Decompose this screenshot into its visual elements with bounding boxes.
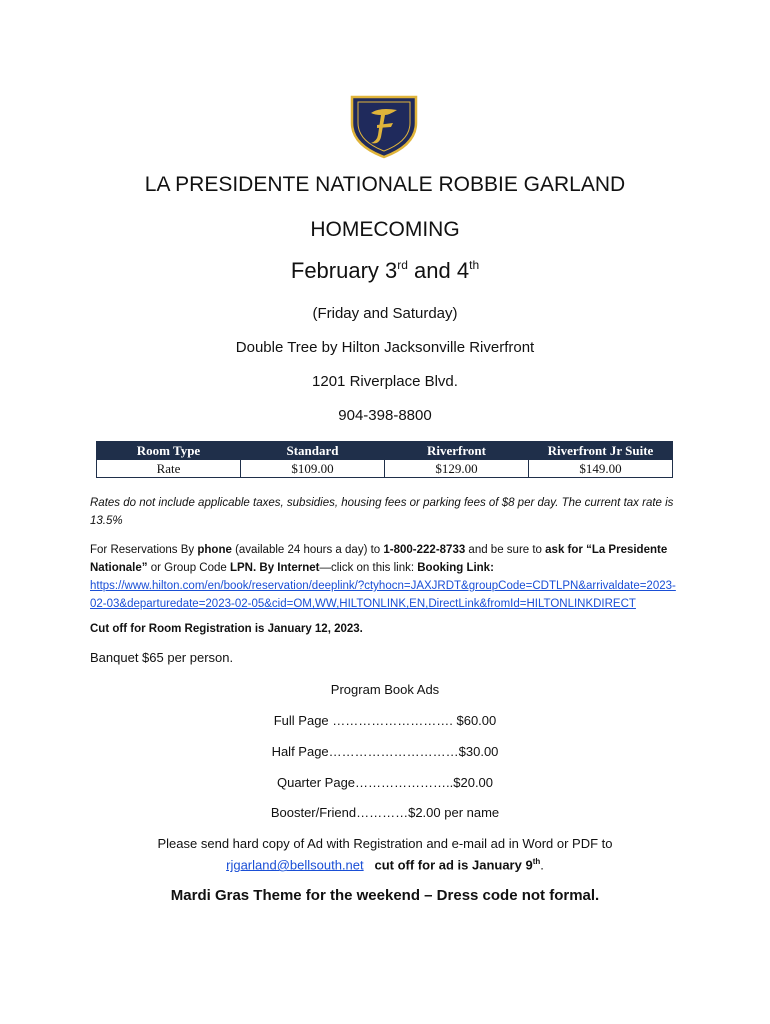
cell-standard-rate: $109.00 — [241, 460, 385, 478]
reservation-phone: 1-800-222-8733 — [383, 544, 466, 556]
ad-cutoff: cut off for ad is January 9 — [374, 857, 533, 873]
rates-note: Rates do not include applicable taxes, subsidies, housing fees or parking fees of $8 per day. The current tax rate is 13.5% — [90, 497, 674, 527]
res-text: —click on this link: — [319, 562, 418, 574]
ads-title: Program Book Ads — [330, 682, 440, 697]
date-part-2: and 4 — [407, 258, 470, 283]
rates-table — [96, 441, 673, 478]
ad-item-half-page: Half Page…………………………$30.00 — [271, 744, 499, 759]
cell-riverfront-rate: $129.00 — [385, 460, 529, 478]
hotel-address: 1201 Riverplace Blvd. — [312, 373, 458, 390]
res-text: (available 24 hours a day) to — [231, 544, 384, 556]
event-days: (Friday and Saturday) — [312, 305, 458, 322]
rates-header-row — [97, 442, 673, 460]
cell-jr-suite-rate: $149.00 — [529, 460, 673, 478]
send-email-line — [0, 857, 770, 872]
cell-rate-label: Rate — [97, 460, 241, 478]
room-cutoff: Cut off for Room Registration is January 12, 2023. — [90, 623, 363, 635]
booking-link[interactable]: https://www.hilton.com/en/book/reservation/deeplink/?ctyhocn=JAXJRDT&groupCode=CDTLPN&arrivaldate=2023-02-03&departuredate=2023-02-05&cid=OM,WW,HILTONLINK,EN,DirectLink&fromId=HILTONLINKDIRECT — [90, 580, 676, 610]
res-text: For Reservations By — [90, 544, 198, 556]
res-text: or Group Code — [147, 562, 230, 574]
res-bold: Booking Link: — [417, 562, 494, 574]
event-title: LA PRESIDENTE NATIONALE ROBBIE GARLAND — [144, 173, 626, 196]
crest-shield-logo — [349, 93, 419, 159]
email-link[interactable]: rjgarland@bellsouth.net — [226, 857, 364, 873]
event-subtitle: HOMECOMING — [310, 218, 460, 241]
ad-cutoff-end: . — [540, 857, 544, 873]
event-dates — [0, 258, 770, 284]
header-room-type: Room Type — [97, 442, 241, 460]
res-bold: By Internet — [259, 562, 320, 574]
header-standard: Standard — [241, 442, 385, 460]
group-code: LPN. — [229, 562, 257, 574]
rates-row — [97, 460, 673, 478]
ad-item-booster: Booster/Friend…………$2.00 per name — [270, 805, 500, 820]
res-text: and be sure to — [465, 544, 546, 556]
date-part-1: February 3 — [290, 258, 398, 283]
ad-item-full-page: Full Page ………………………. $60.00 — [273, 713, 497, 728]
date-sup-2: th — [469, 258, 480, 272]
ad-item-quarter-page: Quarter Page…………………..$20.00 — [276, 775, 494, 790]
header-riverfront: Riverfront — [385, 442, 529, 460]
dress-code-note: Mardi Gras Theme for the weekend – Dress code not formal. — [170, 887, 600, 904]
send-instructions: Please send hard copy of Ad with Registration and e-mail ad in Word or PDF to — [157, 836, 613, 851]
banquet-price: Banquet $65 per person. — [90, 650, 234, 665]
res-bold: ask for “La Presidente Nationale” — [90, 544, 668, 574]
hotel-name: Double Tree by Hilton Jacksonville Riverfront — [235, 339, 535, 356]
reservation-info — [90, 541, 680, 613]
res-bold: phone — [197, 544, 232, 556]
ad-cutoff-sup: th — [532, 857, 541, 866]
hotel-phone: 904-398-8800 — [338, 407, 432, 424]
header-riverfront-jr-suite: Riverfront Jr Suite — [529, 442, 673, 460]
date-sup-1: rd — [397, 258, 408, 272]
